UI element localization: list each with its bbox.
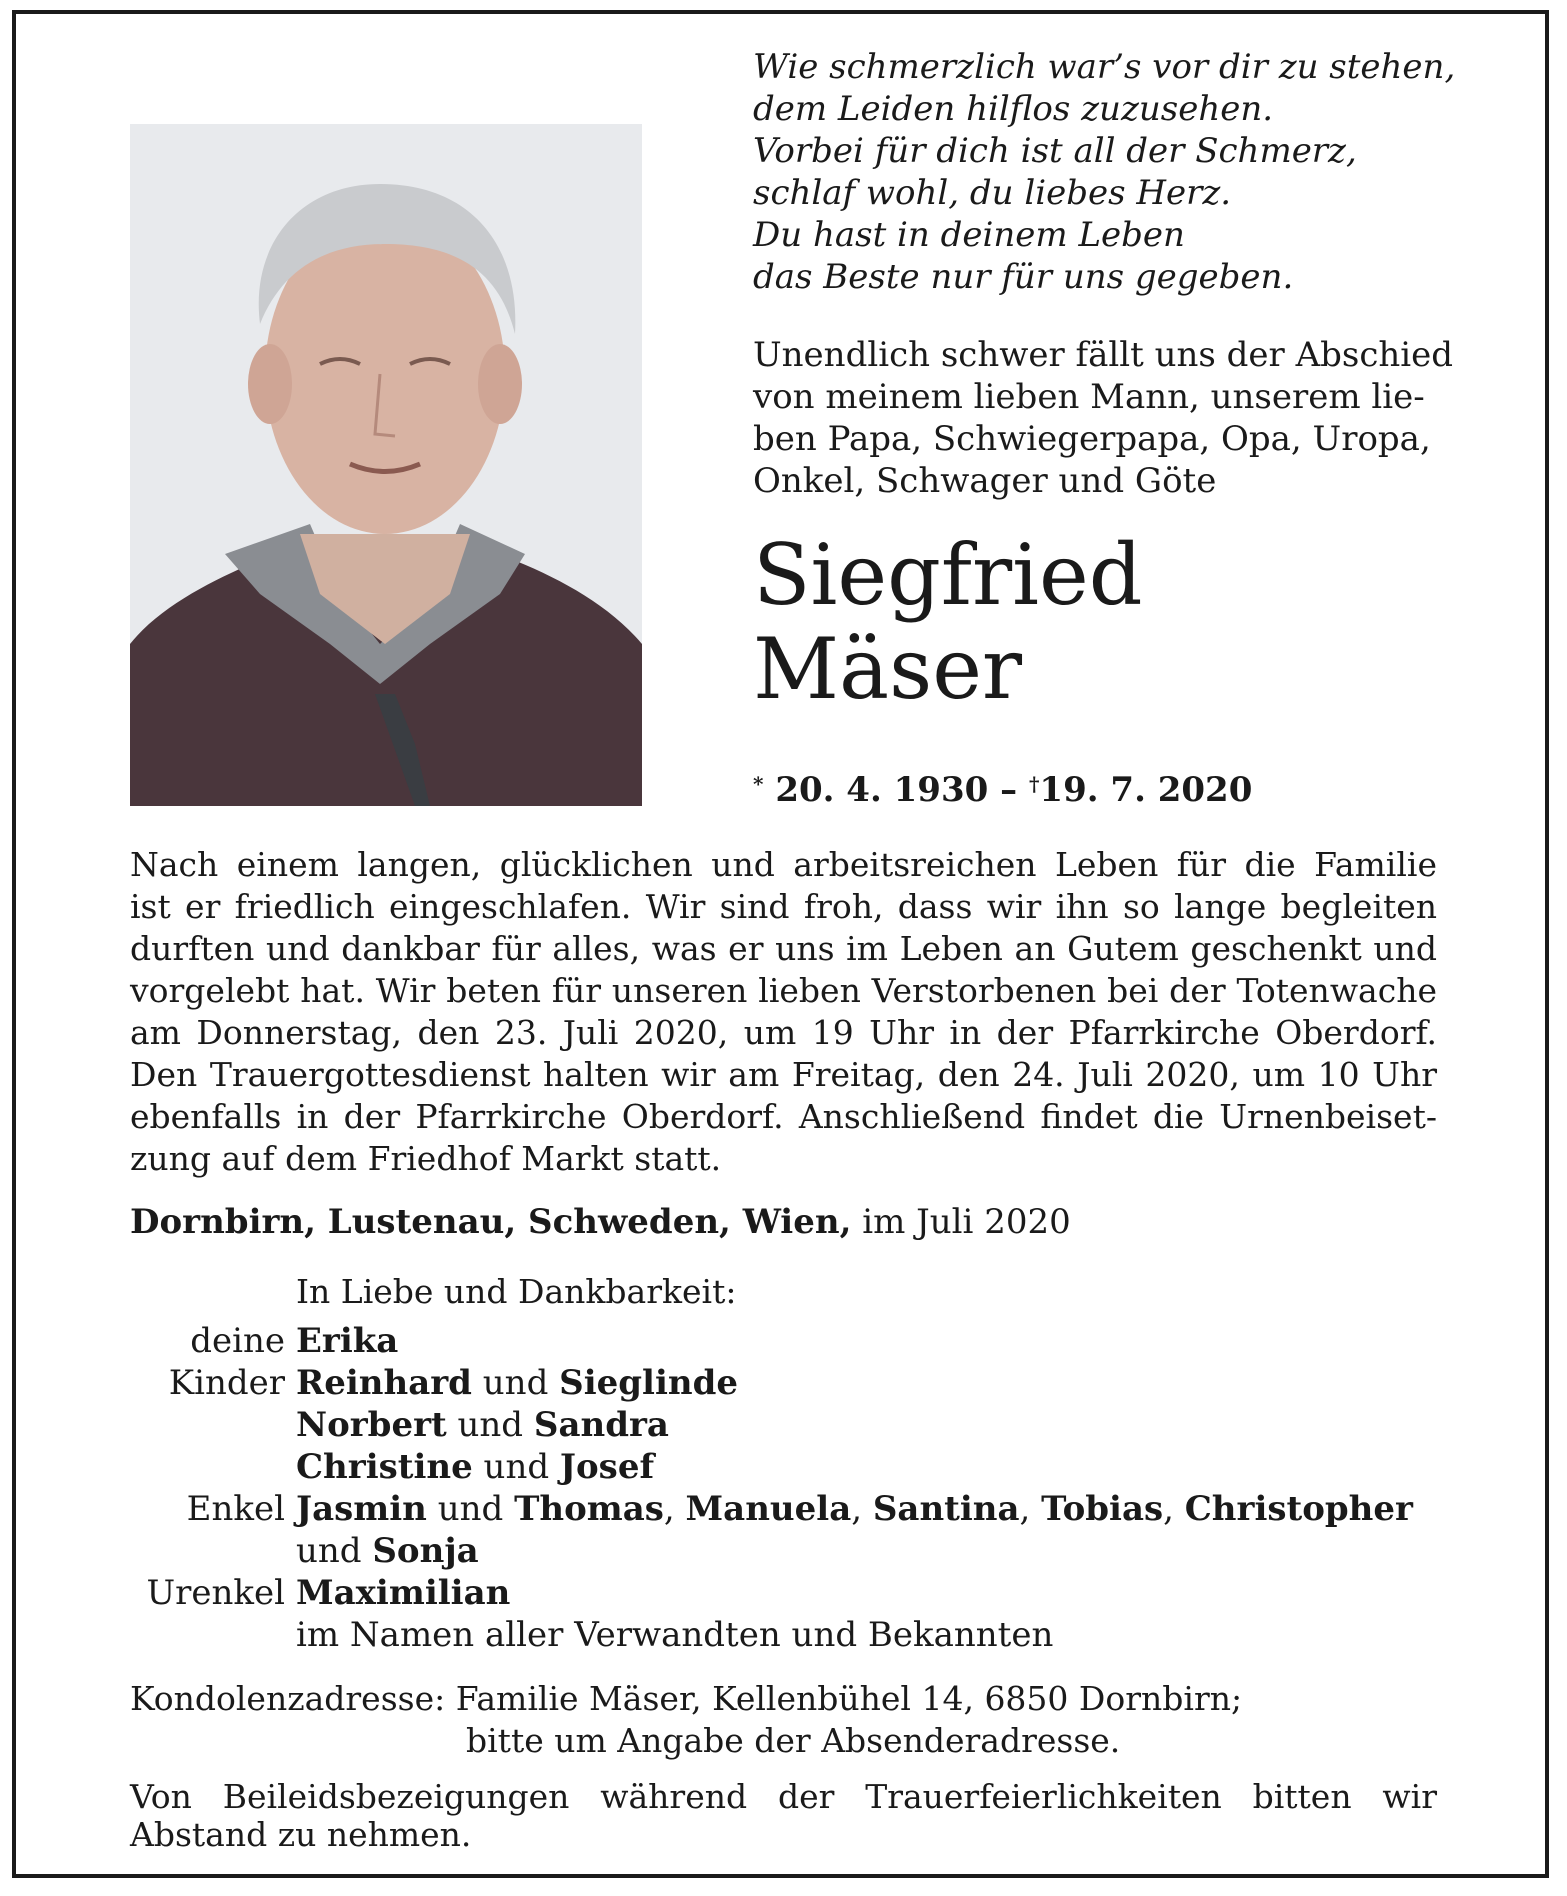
intro-line: von meinem lieben Mann, unserem lie- [753,377,1425,417]
poem-line: dem Leiden hilflos zuzusehen. [753,89,1274,129]
family-row [130,1614,1413,1656]
intro-text [753,334,1453,502]
poem [753,46,1473,298]
portrait-photo [130,124,642,806]
family-names: Maximilian [296,1573,511,1613]
issue-date: im Juli 2020 [862,1202,1071,1242]
family-row [130,1530,1413,1572]
body-line: ebenfalls in der Pfarrkirche Oberdorf. Anschließend findet die Urnenbeiset- [130,1097,1437,1136]
places: Dornbirn, Lustenau, Schweden, Wien, [130,1202,852,1242]
death-date: 19. 7. 2020 [1039,770,1253,810]
last-name: Mäser [753,620,1023,718]
family-names: Reinhard und Sieglinde [296,1363,738,1403]
birth-symbol: * [753,772,764,796]
closing-note [130,1778,1437,1854]
body-line: Den Trauergottesdienst halten wir am Freitag, den 24. Juli 2020, um 10 Uhr [130,1055,1437,1094]
family-row [130,1362,1413,1404]
family-row [130,1446,1413,1488]
life-dates [753,770,1252,810]
family-row [130,1404,1413,1446]
family-role [130,1614,296,1656]
condolence-address [130,1678,1242,1762]
body-line: am Donnerstag, den 23. Juli 2020, um 19 Uhr in der Pfarrkirche Oberdorf. [130,1013,1437,1052]
family-role: deine [190,1321,285,1361]
family-role [130,1530,296,1572]
poem-line: Du hast in deinem Leben [753,215,1185,255]
intro-line: ben Papa, Schwiegerpapa, Opa, Uropa, [753,419,1431,459]
deceased-name [753,528,1142,716]
family-role: Urenkel [146,1573,285,1613]
place-and-date [130,1202,1071,1242]
family-role: Kinder [168,1363,285,1403]
body-line: ist er friedlich eingeschlafen. Wir sind froh, dass wir ihn so lange begleiten [130,887,1437,926]
closing-line: Von Beileidsbezeigungen während der Trauerfeierlichkeiten bitten wir [130,1777,1437,1816]
body-line: zung auf dem Friedhof Markt statt. [130,1139,722,1178]
poem-line: Vorbei für dich ist all der Schmerz, [753,131,1357,171]
body-line: Nach einem langen, glücklichen und arbeitsreichen Leben für die Familie [130,845,1437,884]
relatives-line: im Namen aller Verwandten und Bekannten [296,1615,1054,1655]
family-list [130,1320,1413,1656]
family-row [130,1320,1413,1362]
family-row [130,1488,1413,1530]
obituary-body [130,844,1437,1180]
family-names: und Sonja [296,1531,479,1571]
family-role [130,1404,296,1446]
poem-line: schlaf wohl, du liebes Herz. [753,173,1232,213]
closing-line: Abstand zu nehmen. [130,1815,472,1854]
condolence-line: Kondolenzadresse: Familie Mäser, Kellenbühel 14, 6850 Dornbirn; [130,1679,1243,1718]
family-row [130,1572,1413,1614]
family-role: Enkel [186,1489,285,1529]
thanks-line: In Liebe und Dankbarkeit: [296,1272,737,1311]
intro-line: Onkel, Schwager und Göte [753,461,1217,501]
family-names: Norbert und Sandra [296,1405,669,1445]
intro-line: Unendlich schwer fällt uns der Abschied [753,335,1454,375]
birth-date: 20. 4. 1930 [775,770,989,810]
poem-line: das Beste nur für uns gegeben. [753,257,1294,297]
family-names: Jasmin und Thomas, Manuela, Santina, Tobias, Christopher [296,1489,1413,1529]
poem-line: Wie schmerzlich war’s vor dir zu stehen, [753,47,1456,87]
family-names: Erika [296,1321,399,1361]
body-line: durften und dankbar für alles, was er uns im Leben an Gutem geschenkt und [130,929,1437,968]
family-role [130,1446,296,1488]
first-name: Siegfried [753,526,1143,624]
death-symbol: † [1028,772,1040,796]
family-names: Christine und Josef [296,1447,655,1487]
date-separator: – [1000,770,1018,810]
condolence-line: bitte um Angabe der Absenderadresse. [466,1721,1121,1760]
body-line: vorgelebt hat. Wir beten für unseren lieben Verstorbenen bei der Totenwache [130,971,1437,1010]
